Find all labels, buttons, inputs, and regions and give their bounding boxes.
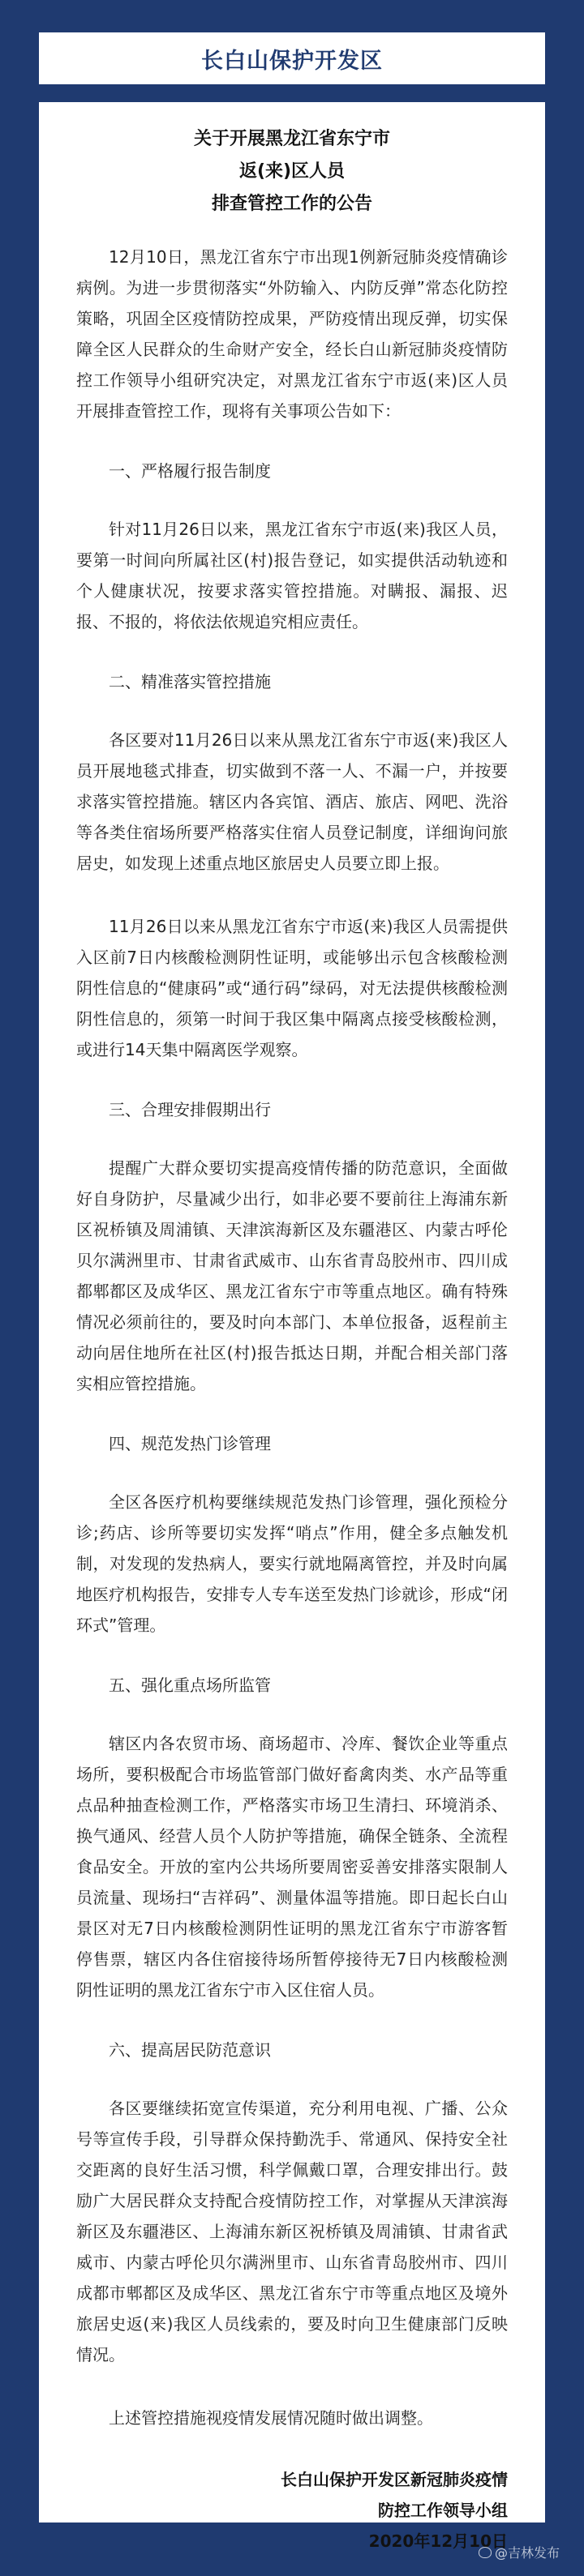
section-2-title: 二、精准落实管控措施 [109,672,271,691]
heading-line-1: 关于开展黑龙江省东宁市 [193,129,390,149]
section-5-title: 五、强化重点场所监管 [109,1675,271,1695]
section-2-paragraph-1: 各区要对11月26日以来从黑龙江省东宁市返(来)我区人员开展地毯式排查，切实做到不落一人、不漏一户，并按要求落实管控措施。辖区内各宾馆、酒店、旅店、网吧、洗浴等各类住宿场所要严格落实住宿人员登记制度，详细询问旅居史，如发现上述重点地区旅居史人员要立即上报。 [76,730,508,873]
section-3-title: 三、合理安排假期出行 [109,1100,271,1119]
document-heading [76,123,508,220]
watermark-text: @吉林发布 [494,2545,560,2561]
section-1-paragraph: 针对11月26日以来，黑龙江省东宁市返(来)我区人员，要第一时间向所属社区(村)报告登记，如实提供活动轨迹和个人健康状况，按要求落实管控措施。对瞒报、漏报、迟报、不报的，将依法依规追究相应责任。 [76,520,508,631]
weibo-watermark [479,2543,560,2561]
section-1-title: 一、严格履行报告制度 [109,461,271,481]
section-4-paragraph: 全区各医疗机构要继续规范发热门诊管理，强化预检分诊;药店、诊所等要切实发挥“哨点”作用，健全多点触发机制，对发现的发热病人，要实行就地隔离管控，并及时向属地医疗机构报告，安排专人专车送至发热门诊就诊，形成“闭环式”管理。 [76,1492,508,1635]
heading-line-3: 排查管控工作的公告 [211,194,372,214]
section-6-title: 六、提高居民防范意识 [109,2040,271,2060]
announcement-document [39,102,545,2551]
heading-line-2: 返(来)区人员 [238,161,346,182]
section-6-paragraph-1: 各区要继续拓宽宣传渠道，充分利用电视、广播、公众号等宣传手段，引导群众保持勤洗手、常通风、保持安全社交距离的良好生活习惯，科学佩戴口罩，合理安排出行。鼓励广大居民群众支持配合疫情防控工作，对掌握从天津滨海新区及东疆港区、上海浦东新区祝桥镇及周浦镇、甘肃省武威市、内蒙古呼伦贝尔满洲里市、山东省青岛胶州市、四川成都市郫都区及成华区、黑龙江省东宁市等重点地区及境外旅居史返(来)我区人员线索的，要及时向卫生健康部门反映情况。 [76,2099,508,2364]
banner-title: 长白山保护开发区 [39,32,545,84]
signature-org-line-2: 防控工作领导小组 [378,2501,508,2520]
intro-paragraph: 12月10日，黑龙江省东宁市出现1例新冠肺炎疫情确诊病例。为进一步贯彻落实“外防输入、内防反弹”常态化防控策略，巩固全区疫情防控成果，严防疫情出现反弹，切实保障全区人民群众的生命财产安全，经长白山新冠肺炎疫情防控工作领导小组研究决定，对黑龙江省东宁市返(来)区人员开展排查管控工作，现将有关事项公告如下： [76,247,508,421]
section-3-paragraph: 提醒广大群众要切实提高疫情传播的防范意识，全面做好自身防护，尽量减少出行，如非必要不要前往上海浦东新区祝桥镇及周浦镇、天津滨海新区及东疆港区、内蒙古呼伦贝尔满洲里市、甘肃省武威市、山东省青岛胶州市、四川成都郫都区及成华区、黑龙江省东宁市等重点地区。确有特殊情况必须前往的，要及时向本部门、本单位报备，返程前主动向居住地所在社区(村)报告抵达日期，并配合相关部门落实相应管控措施。 [76,1158,508,1393]
signature-date: 2020年12月10日 [368,2531,508,2551]
section-6-paragraph-2: 上述管控措施视疫情发展情况随时做出调整。 [109,2408,433,2428]
weibo-icon [479,2547,492,2558]
section-4-title: 四、规范发热门诊管理 [109,1434,271,1453]
signature-org-line-1: 长白山保护开发区新冠肺炎疫情 [281,2470,508,2489]
section-5-paragraph: 辖区内各农贸市场、商场超市、冷库、餐饮企业等重点场所，要积极配合市场监管部门做好畜禽肉类、水产品等重点品种抽查检测工作，严格落实市场卫生清扫、环境消杀、换气通风、经营人员个人防护等措施，确保全链条、全流程食品安全。开放的室内公共场所要周密妥善安排落实限制人员流量、现场扫“吉祥码”、测量体温等措施。即日起长白山景区对无7日内核酸检测阴性证明的黑龙江省东宁市游客暂停售票，辖区内各住宿接待场所暂停接待无7日内核酸检测阴性证明的黑龙江省东宁市入区住宿人员。 [76,1734,508,2000]
section-2-paragraph-2: 11月26日以来从黑龙江省东宁市返(来)我区人员需提供入区前7日内核酸检测阴性证明，或能够出示包含核酸检测阴性信息的“健康码”或“通行码”绿码，对无法提供核酸检测阴性信息的，须第一时间于我区集中隔离点接受核酸检测，或进行14天集中隔离医学观察。 [76,917,508,1059]
